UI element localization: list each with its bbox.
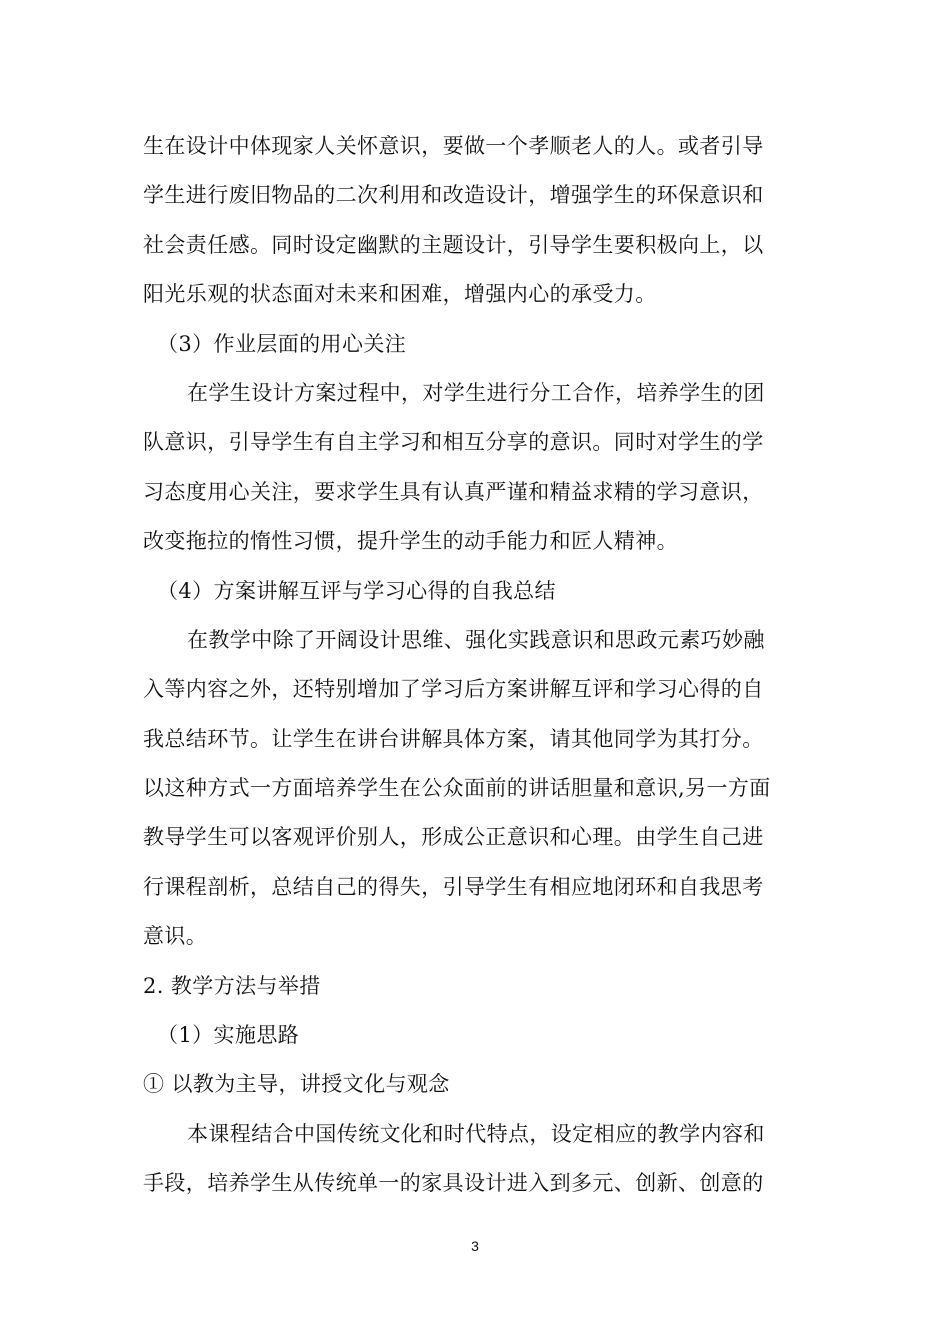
paragraph-line: 社会责任感。同时设定幽默的主题设计，引导学生要积极向上，以 — [143, 232, 764, 257]
numbered-item-1: ① 以教为主导，讲授文化与观念 — [143, 1072, 450, 1097]
paragraph-line: 入等内容之外，还特别增加了学习后方案讲解互评和学习心得的自 — [143, 677, 764, 702]
subheading-3: （3）作业层面的用心关注 — [157, 331, 407, 356]
paragraph-line: 在教学中除了开阔设计思维、强化实践意识和思政元素巧妙融 — [187, 627, 765, 652]
paragraph-line: 阳光乐观的状态面对未来和困难，增强内心的承受力。 — [143, 282, 657, 307]
paragraph-line: 生在设计中体现家人关怀意识，要做一个孝顺老人的人。或者引导 — [143, 134, 764, 158]
paragraph-line: 行课程剖析，总结自己的得失，引导学生有相应地闭环和自我思考 — [143, 874, 764, 899]
paragraph-line: 队意识，引导学生有自主学习和相互分享的意识。同时对学生的学 — [143, 430, 764, 455]
paragraph-line: 改变拖拉的惰性习惯，提升学生的动手能力和匠人精神。 — [143, 529, 678, 554]
paragraph-line: 习态度用心关注，要求学生具有认真严谨和精益求精的学习意识， — [143, 479, 764, 504]
body-text — [143, 122, 811, 1209]
paragraph-line: 我总结环节。让学生在讲台讲解具体方案，请其他同学为其打分。 — [143, 726, 764, 751]
subheading-4: （4）方案讲解互评与学习心得的自我总结 — [157, 578, 556, 603]
paragraph-line: 手段，培养学生从传统单一的家具设计进入到多元、创新、创意的 — [143, 1171, 764, 1196]
paragraph-line: 在学生设计方案过程中，对学生进行分工合作，培养学生的团 — [187, 380, 765, 405]
paragraph-line: 本课程结合中国传统文化和时代特点，设定相应的教学内容和 — [187, 1121, 765, 1146]
paragraph-line: 以这种方式一方面培养学生在公众面前的讲话胆量和意识,另一方面 — [143, 776, 771, 801]
paragraph-line: 意识。 — [143, 924, 208, 949]
page-number: 3 — [471, 1238, 479, 1254]
paragraph-line: 教导学生可以客观评价别人，形成公正意识和心理。由学生自己进 — [143, 825, 764, 850]
paragraph-line: 学生进行废旧物品的二次利用和改造设计，增强学生的环保意识和 — [143, 183, 764, 208]
section-heading-2: 2. 教学方法与举措 — [143, 973, 321, 998]
subheading-1: （1）实施思路 — [157, 1023, 300, 1048]
